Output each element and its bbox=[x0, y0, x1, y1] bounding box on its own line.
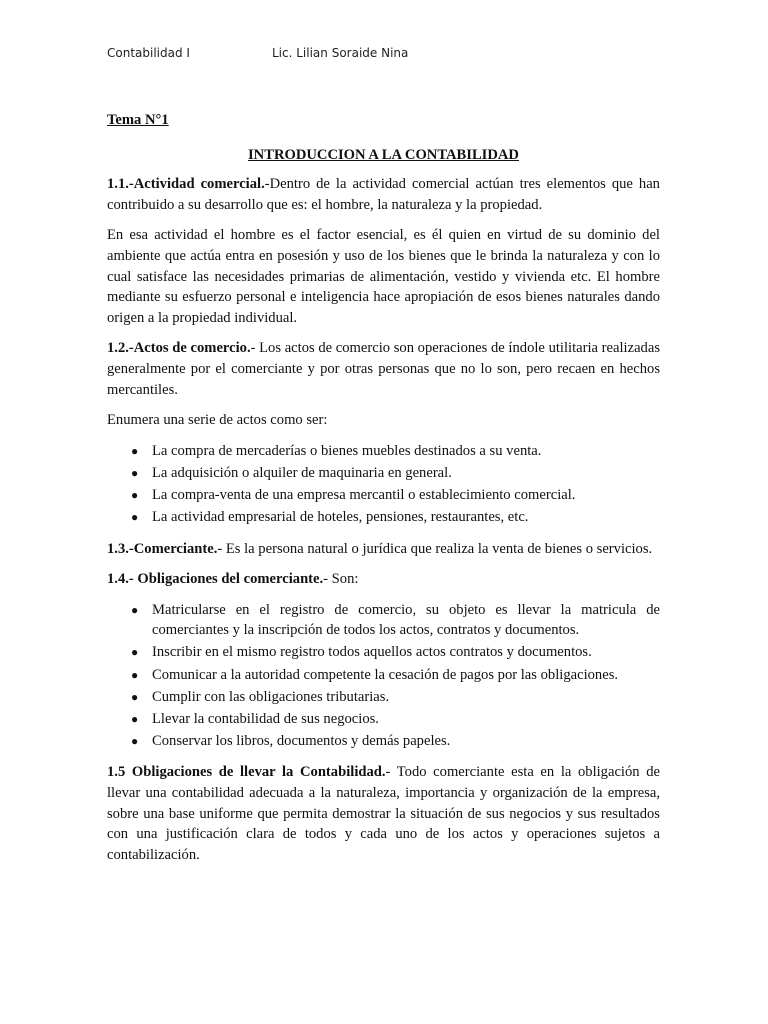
bullet-icon: ● bbox=[131, 602, 139, 617]
section-1-3-text: - Es la persona natural o jurídica que realiza la venta de bienes o servicios. bbox=[217, 540, 653, 557]
bullet-icon: ● bbox=[131, 689, 139, 704]
section-1-4-heading: 1.4.- Obligaciones del comerciante. bbox=[107, 571, 324, 588]
section-1-5 bbox=[107, 762, 660, 865]
list-item bbox=[131, 485, 660, 506]
topic-number: Tema N°1 bbox=[107, 112, 169, 128]
list-item-text: Llevar la contabilidad de sus negocios. bbox=[152, 710, 379, 727]
bullet-icon: ● bbox=[131, 487, 139, 502]
obligaciones-list bbox=[107, 600, 660, 752]
document-title: INTRODUCCION A LA CONTABILIDAD bbox=[248, 146, 519, 163]
list-item-text: Cumplir con las obligaciones tributarias. bbox=[152, 688, 390, 705]
list-item bbox=[131, 642, 660, 663]
section-1-2-text: - Los actos de comercio son operaciones de índole utilitaria realizadas generalmente por el comerciante y por otras personas que no lo son, pero recaen en hechos mercantiles. bbox=[107, 340, 661, 398]
list-item bbox=[131, 665, 660, 686]
bullet-icon: ● bbox=[131, 465, 139, 480]
paragraph-hombre: En esa actividad el hombre es el factor esencial, es él quien en virtud de su dominio del ambiente que actúa entra en posesión y uso de los bienes que le brinda la naturaleza y con lo cual satisface las necesidades primarias de alimentación, vestido y vivienda etc. El hombre mediante su esfuerzo personal e inteligencia hace apropiación de esos bienes naturales dando origen a la propiedad individual. bbox=[107, 227, 660, 326]
list-item bbox=[131, 463, 660, 484]
paragraph-enumera: Enumera una serie de actos como ser: bbox=[107, 412, 328, 429]
list-item bbox=[131, 687, 660, 708]
section-1-1-heading: 1.1.-Actividad comercial. bbox=[107, 176, 265, 193]
list-item-text: La actividad empresarial de hoteles, pensiones, restaurantes, etc. bbox=[152, 509, 529, 525]
section-1-5-text: - Todo comerciante esta en la obligación de llevar una contabilidad adecuada a la naturaleza, importancia y organización de la empresa, sobre una base uniforme que permita demostrar la situación de sus negocios y sus resultados con una justificación clara de todos y cada uno de los actos y operaciones sujetos a contabilización. bbox=[107, 764, 660, 863]
section-1-4-text: - Son: bbox=[323, 571, 359, 588]
bullet-icon: ● bbox=[131, 733, 139, 748]
header-author: Lic. Lilian Soraide Nina bbox=[272, 46, 409, 60]
list-item-text: Conservar los libros, documentos y demás papeles. bbox=[152, 732, 451, 749]
list-item-text: La compra-venta de una empresa mercantil o establecimiento comercial. bbox=[152, 486, 576, 503]
list-item bbox=[131, 507, 660, 528]
section-1-2-heading: 1.2.-Actos de comercio. bbox=[107, 340, 251, 357]
section-1-4 bbox=[107, 569, 660, 590]
list-item bbox=[131, 709, 660, 730]
list-item-text: La adquisición o alquiler de maquinaria en general. bbox=[152, 464, 452, 481]
page-header bbox=[107, 46, 667, 66]
list-item-text: Comunicar a la autoridad competente la cesación de pagos por las obligaciones. bbox=[152, 666, 619, 683]
document-body bbox=[107, 110, 660, 875]
bullet-icon: ● bbox=[131, 645, 139, 660]
actos-list bbox=[107, 441, 660, 528]
bullet-icon: ● bbox=[131, 667, 139, 682]
bullet-icon: ● bbox=[131, 510, 139, 524]
section-1-5-heading: 1.5 Obligaciones de llevar la Contabilidad. bbox=[107, 764, 386, 781]
section-1-1 bbox=[107, 174, 660, 215]
section-1-2 bbox=[107, 338, 660, 400]
section-1-3-heading: 1.3.-Comerciante. bbox=[107, 540, 218, 557]
header-course: Contabilidad I bbox=[107, 46, 190, 60]
section-1-1-text: -Dentro de la actividad comercial actúan tres elementos que han contribuido a su desarrollo que es: el hombre, la naturaleza y la propiedad. bbox=[107, 176, 660, 213]
list-item bbox=[131, 731, 660, 752]
bullet-icon: ● bbox=[131, 711, 139, 726]
bullet-icon: ● bbox=[131, 443, 139, 458]
list-item bbox=[131, 441, 660, 462]
list-item bbox=[131, 600, 660, 641]
list-item-text: La compra de mercaderías o bienes muebles destinados a su venta. bbox=[152, 442, 542, 459]
list-item-text: Matricularse en el registro de comercio, su objeto es llevar la matricula de comerciantes y la inscripción de todos los actos, contratos y documentos. bbox=[152, 601, 660, 639]
section-1-3 bbox=[107, 539, 660, 560]
list-item-text: Inscribir en el mismo registro todos aquellos actos contratos y documentos. bbox=[152, 644, 592, 661]
